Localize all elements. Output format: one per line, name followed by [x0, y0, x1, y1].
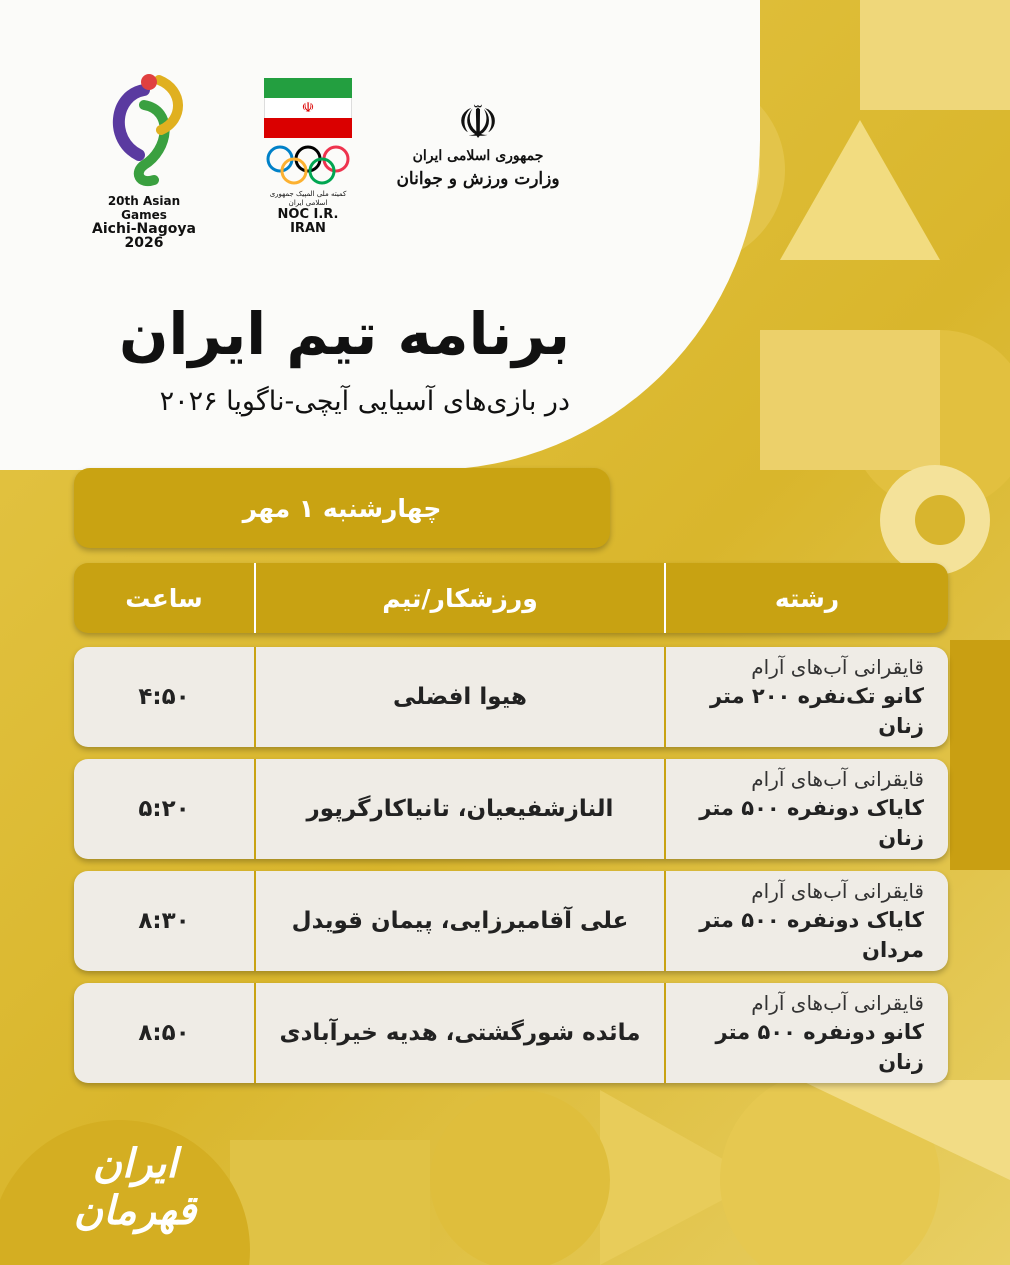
asian-games-line1: 20th Asian Games — [107, 194, 181, 222]
date-banner: چهارشنبه ۱ مهر — [74, 468, 610, 548]
event-name: کانو دونفره ۵۰۰ متر زنان — [715, 1020, 924, 1074]
time-cell: ۸:۵۰ — [138, 1020, 190, 1046]
asian-games-logo — [84, 70, 204, 250]
sport-name: قایقرانی آب‌های آرام — [751, 991, 924, 1015]
page-subtitle: در بازی‌های آسیایی آیچی-ناگویا ۲۰۲۶ — [159, 386, 570, 417]
time-cell: ۴:۵۰ — [138, 684, 190, 710]
time-cell: ۸:۳۰ — [138, 908, 190, 934]
sport-name: قایقرانی آب‌های آرام — [751, 655, 924, 679]
asian-games-emblem-icon — [99, 70, 189, 190]
table-row — [74, 871, 948, 971]
iran-flag-icon: ☫ — [264, 78, 352, 138]
sport-cell — [664, 983, 948, 1083]
ministry-logo — [388, 95, 568, 192]
sport-cell — [664, 759, 948, 859]
sport-cell — [664, 647, 948, 747]
iran-emblem-icon: ☫ — [457, 95, 499, 149]
event-name: کایاک دونفره ۵۰۰ متر زنان — [699, 796, 924, 850]
noc-arabic-text: کمیته ملی المپیک جمهوری اسلامی ایران — [269, 190, 347, 207]
asian-games-line2: Aichi-Nagoya 2026 — [92, 221, 196, 251]
table-row — [74, 647, 948, 747]
sport-cell — [664, 871, 948, 971]
athlete-cell: النازشفیعیان، تانیاکارگرپور — [254, 759, 664, 859]
olympic-rings-icon — [263, 144, 353, 186]
athlete-cell: مائده شورگشتی، هدیه خیرآبادی — [254, 983, 664, 1083]
ministry-line1: جمهوری اسلامی ایران — [412, 148, 544, 164]
header-sport: رشته — [664, 563, 948, 633]
ministry-line2: وزارت ورزش و جوانان — [396, 169, 560, 189]
header-time: ساعت — [125, 583, 203, 613]
event-name: کایاک دونفره ۵۰۰ متر مردان — [699, 908, 924, 962]
page-title: برنامه تیم ایران — [119, 300, 570, 368]
table-row — [74, 759, 948, 859]
sport-name: قایقرانی آب‌های آرام — [751, 879, 924, 903]
athlete-cell: هیوا افضلی — [254, 647, 664, 747]
noc-logo — [258, 78, 358, 236]
sport-name: قایقرانی آب‌های آرام — [751, 767, 924, 791]
athlete-cell: علی آقامیرزایی، پیمان قویدل — [254, 871, 664, 971]
time-cell: ۵:۲۰ — [138, 796, 190, 822]
header-athlete: ورزشکار/تیم — [254, 563, 664, 633]
event-name: کانو تک‌نفره ۲۰۰ متر زنان — [709, 684, 924, 738]
iran-ghahreman-logo: ایران قهرمان — [73, 1140, 197, 1234]
table-header — [74, 563, 948, 633]
noc-english-text: NOC I.R. IRAN — [277, 207, 339, 236]
table-row — [74, 983, 948, 1083]
